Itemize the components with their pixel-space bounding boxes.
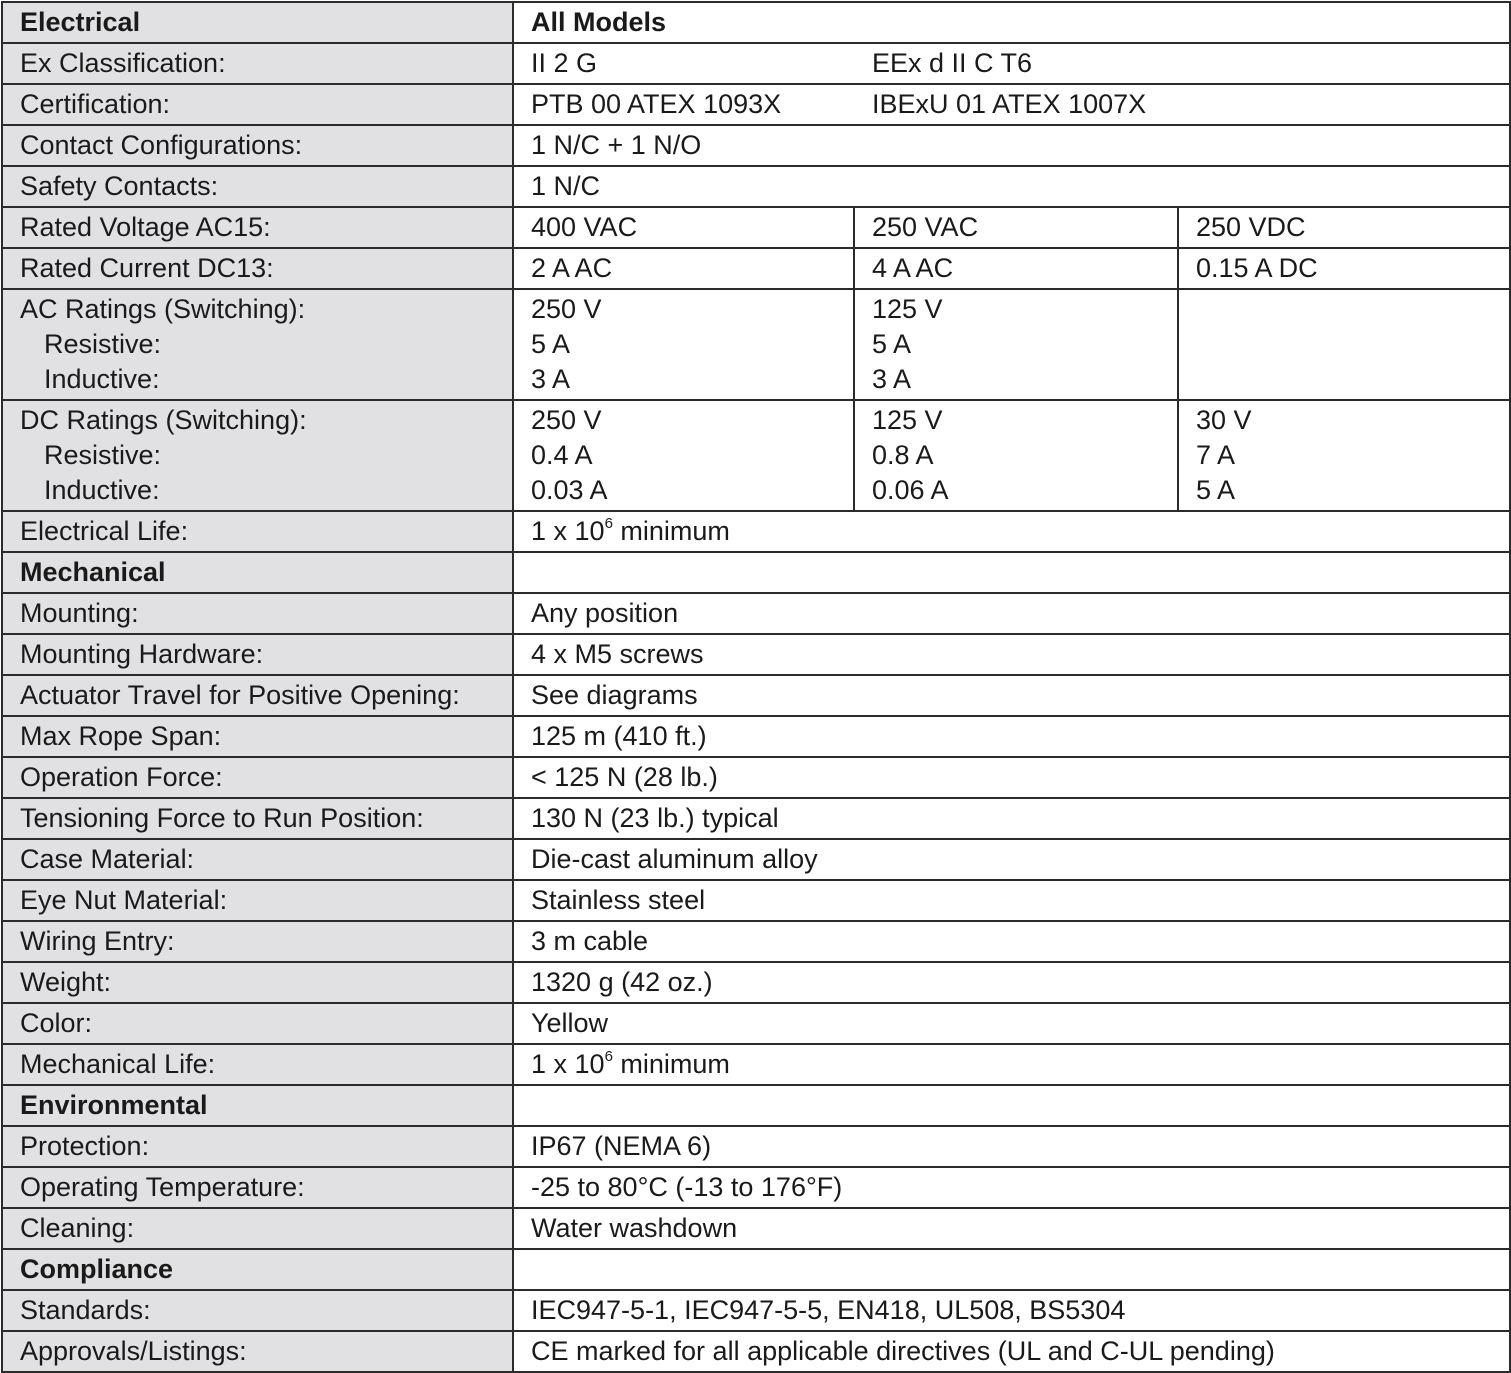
spec-value-group bbox=[854, 400, 1178, 511]
spec-row-max-rope-span bbox=[2, 716, 1510, 757]
spec-value: 3 A bbox=[531, 364, 571, 394]
spec-value: 30 V bbox=[1196, 405, 1252, 435]
spec-row-safety-contacts bbox=[2, 166, 1510, 207]
spec-row-tensioning-force bbox=[2, 798, 1510, 839]
spec-sub-label: Inductive: bbox=[44, 364, 160, 394]
section-title-value-empty bbox=[513, 552, 1510, 593]
spec-label: AC Ratings (Switching): bbox=[20, 294, 306, 324]
spec-row-rated-current bbox=[2, 248, 1510, 289]
spec-row-contact-configurations bbox=[2, 125, 1510, 166]
spec-label: Operation Force: bbox=[2, 757, 513, 798]
spec-label: Color: bbox=[2, 1003, 513, 1044]
spec-label: Ex Classification: bbox=[2, 43, 513, 84]
spec-value: Die-cast aluminum alloy bbox=[513, 839, 1510, 880]
spec-label: Safety Contacts: bbox=[2, 166, 513, 207]
spec-label: Wiring Entry: bbox=[2, 921, 513, 962]
spec-value: 4 A AC bbox=[854, 248, 1178, 289]
spec-value: Yellow bbox=[513, 1003, 1510, 1044]
spec-value-group bbox=[854, 289, 1178, 400]
spec-label: Mounting Hardware: bbox=[2, 634, 513, 675]
spec-value: 5 A bbox=[1196, 475, 1236, 505]
spec-value bbox=[513, 511, 1510, 552]
spec-label: Weight: bbox=[2, 962, 513, 1003]
spec-label: Cleaning: bbox=[2, 1208, 513, 1249]
spec-value: Any position bbox=[513, 593, 1510, 634]
spec-row-wiring-entry bbox=[2, 921, 1510, 962]
spec-label: Electrical Life: bbox=[2, 511, 513, 552]
exponent: 6 bbox=[604, 515, 613, 532]
spec-label: Actuator Travel for Positive Opening: bbox=[2, 675, 513, 716]
spec-row-mounting-hardware bbox=[2, 634, 1510, 675]
spec-row-dc-ratings bbox=[2, 400, 1510, 511]
section-title-value-empty bbox=[513, 1249, 1510, 1290]
spec-value: 0.8 A bbox=[872, 440, 934, 470]
spec-label: Protection: bbox=[2, 1126, 513, 1167]
spec-value: 1 N/C + 1 N/O bbox=[513, 125, 1510, 166]
spec-row-operation-force bbox=[2, 757, 1510, 798]
spec-row-ac-ratings bbox=[2, 289, 1510, 400]
section-header-electrical bbox=[2, 2, 1510, 43]
section-header-environmental bbox=[2, 1085, 1510, 1126]
spec-value: -25 to 80°C (-13 to 176°F) bbox=[513, 1167, 1510, 1208]
section-header-compliance bbox=[2, 1249, 1510, 1290]
spec-label: Approvals/Listings: bbox=[2, 1331, 513, 1372]
spec-value: 3 m cable bbox=[513, 921, 1510, 962]
spec-label: Max Rope Span: bbox=[2, 716, 513, 757]
spec-value: CE marked for all applicable directives (UL and C-UL pending) bbox=[513, 1331, 1510, 1372]
spec-value-prefix: 1 x 10 bbox=[531, 1049, 605, 1079]
spec-value-group bbox=[513, 400, 854, 511]
spec-value: 4 x M5 screws bbox=[513, 634, 1510, 675]
spec-row-protection bbox=[2, 1126, 1510, 1167]
spec-sub-label: Resistive: bbox=[44, 440, 162, 470]
spec-row-rated-voltage bbox=[2, 207, 1510, 248]
spec-row-color bbox=[2, 1003, 1510, 1044]
spec-label: Mechanical Life: bbox=[2, 1044, 513, 1085]
spec-row-ex-classification bbox=[2, 43, 1510, 84]
spec-label: Standards: bbox=[2, 1290, 513, 1331]
section-title: Electrical bbox=[2, 2, 513, 43]
spec-value: 125 V bbox=[872, 294, 943, 324]
spec-value: 1320 g (42 oz.) bbox=[513, 962, 1510, 1003]
spec-sub-label: Resistive: bbox=[44, 329, 162, 359]
spec-value: 125 V bbox=[872, 405, 943, 435]
spec-value: 5 A bbox=[872, 329, 912, 359]
spec-row-cleaning bbox=[2, 1208, 1510, 1249]
section-header-mechanical bbox=[2, 552, 1510, 593]
spec-value-suffix: minimum bbox=[612, 516, 730, 546]
spec-label: Eye Nut Material: bbox=[2, 880, 513, 921]
spec-row-weight bbox=[2, 962, 1510, 1003]
spec-value-part: II 2 G bbox=[531, 48, 598, 78]
spec-row-actuator-travel bbox=[2, 675, 1510, 716]
section-title: Environmental bbox=[2, 1085, 513, 1126]
spec-label: Tensioning Force to Run Position: bbox=[2, 798, 513, 839]
spec-value: 0.06 A bbox=[872, 475, 949, 505]
spec-value: 130 N (23 lb.) typical bbox=[513, 798, 1510, 839]
spec-value: 400 VAC bbox=[513, 207, 854, 248]
spec-label: Mounting: bbox=[2, 593, 513, 634]
spec-value: 250 V bbox=[531, 294, 602, 324]
spec-label-group bbox=[2, 289, 513, 400]
spec-value: 125 m (410 ft.) bbox=[513, 716, 1510, 757]
spec-value bbox=[513, 1044, 1510, 1085]
spec-label: Operating Temperature: bbox=[2, 1167, 513, 1208]
spec-value: < 125 N (28 lb.) bbox=[513, 757, 1510, 798]
spec-value: 3 A bbox=[872, 364, 912, 394]
spec-row-mechanical-life bbox=[2, 1044, 1510, 1085]
spec-row-standards bbox=[2, 1290, 1510, 1331]
spec-value-suffix: minimum bbox=[612, 1049, 730, 1079]
spec-row-electrical-life bbox=[2, 511, 1510, 552]
spec-value: 5 A bbox=[531, 329, 571, 359]
spec-value: 7 A bbox=[1196, 440, 1236, 470]
spec-value: Stainless steel bbox=[513, 880, 1510, 921]
spec-value: 1 N/C bbox=[513, 166, 1510, 207]
spec-value-group bbox=[1178, 400, 1510, 511]
spec-value-prefix: 1 x 10 bbox=[531, 516, 605, 546]
spec-value-part: EEx d II C T6 bbox=[872, 48, 1033, 78]
spec-row-approvals bbox=[2, 1331, 1510, 1372]
section-title: Compliance bbox=[2, 1249, 513, 1290]
spec-sub-label: Inductive: bbox=[44, 475, 160, 505]
spec-label: Contact Configurations: bbox=[2, 125, 513, 166]
spec-value: IEC947-5-1, IEC947-5-5, EN418, UL508, BS5304 bbox=[513, 1290, 1510, 1331]
spec-value-part: PTB 00 ATEX 1093X bbox=[531, 89, 782, 119]
spec-label: Rated Voltage AC15: bbox=[2, 207, 513, 248]
spec-label: Case Material: bbox=[2, 839, 513, 880]
spec-label: DC Ratings (Switching): bbox=[20, 405, 307, 435]
spec-row-certification bbox=[2, 84, 1510, 125]
spec-value: 0.15 A DC bbox=[1178, 248, 1510, 289]
specifications-table bbox=[1, 1, 1511, 1373]
spec-value: 250 V bbox=[531, 405, 602, 435]
section-title-value: All Models bbox=[513, 2, 1510, 43]
spec-value: 250 VDC bbox=[1178, 207, 1510, 248]
spec-value: IP67 (NEMA 6) bbox=[513, 1126, 1510, 1167]
exponent: 6 bbox=[604, 1048, 613, 1065]
spec-value: 2 A AC bbox=[513, 248, 854, 289]
spec-value: 0.03 A bbox=[531, 475, 608, 505]
spec-value: Water washdown bbox=[513, 1208, 1510, 1249]
section-title: Mechanical bbox=[2, 552, 513, 593]
spec-value bbox=[513, 43, 1510, 84]
spec-label: Rated Current DC13: bbox=[2, 248, 513, 289]
spec-label: Certification: bbox=[2, 84, 513, 125]
spec-value bbox=[513, 84, 1510, 125]
spec-value: 0.4 A bbox=[531, 440, 593, 470]
spec-value-part: IBExU 01 ATEX 1007X bbox=[872, 89, 1147, 119]
spec-value-group-empty bbox=[1178, 289, 1510, 400]
spec-label-group bbox=[2, 400, 513, 511]
spec-row-case-material bbox=[2, 839, 1510, 880]
spec-row-operating-temperature bbox=[2, 1167, 1510, 1208]
spec-value-group bbox=[513, 289, 854, 400]
section-title-value-empty bbox=[513, 1085, 1510, 1126]
spec-value: 250 VAC bbox=[854, 207, 1178, 248]
spec-row-mounting bbox=[2, 593, 1510, 634]
spec-row-eye-nut-material bbox=[2, 880, 1510, 921]
spec-value: See diagrams bbox=[513, 675, 1510, 716]
